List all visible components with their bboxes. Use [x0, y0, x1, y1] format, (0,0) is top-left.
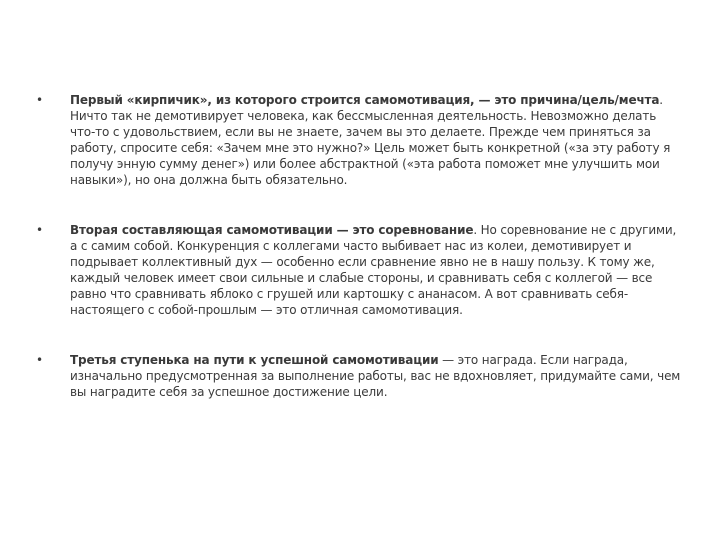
bullet-text	[70, 92, 682, 188]
bullet-marker: •	[36, 93, 44, 107]
bullet-marker: •	[36, 353, 44, 367]
bullet-body: . Но соревнование не с другими, а с самим собой. Конкуренция с коллегами часто выбивает нас из колеи, демотивирует и подрывает коллективный дух — особенно если сравнение явно не в нашу пользу. К тому же, каждый человек имеет свои сильные и слабые стороны, и сравнивать себя с коллегой — все равно что сравнивать яблоко с грушей или картошку с ананасом. А вот сравнивать себя-настоящего с собой-прошлым — это отличная самомотивация.	[70, 223, 677, 317]
bullet-text	[70, 222, 682, 318]
bullet-marker: •	[36, 223, 44, 237]
bullet-text	[70, 352, 682, 400]
bullet-body: . Ничто так не демотивирует человека, как бессмысленная деятельность. Невозможно делать что-то с удовольствием, если вы не знаете, зачем вы это делаете. Прежде чем приняться за работу, спросите себя: «Зачем мне это нужно?» Цель может быть конкретной («за эту работу я получу энную сумму денег») или более абстрактной («эта работа поможет мне улучшить мои навыки»), но она должна быть обязательно.	[70, 93, 671, 187]
bullet-body: — это награда. Если награда, изначально предусмотренная за выполнение работы, вас не вдохновляет, придумайте сами, чем вы наградите себя за успешное достижение цели.	[70, 353, 681, 399]
bullet-lead: Вторая составляющая самомотивации — это соревнование	[70, 223, 474, 237]
bullet-lead: Третья ступенька на пути к успешной самомотивации	[70, 353, 439, 367]
bullet-lead: Первый «кирпичик», из которого строится самомотивация, — это причина/цель/мечта	[70, 93, 660, 107]
